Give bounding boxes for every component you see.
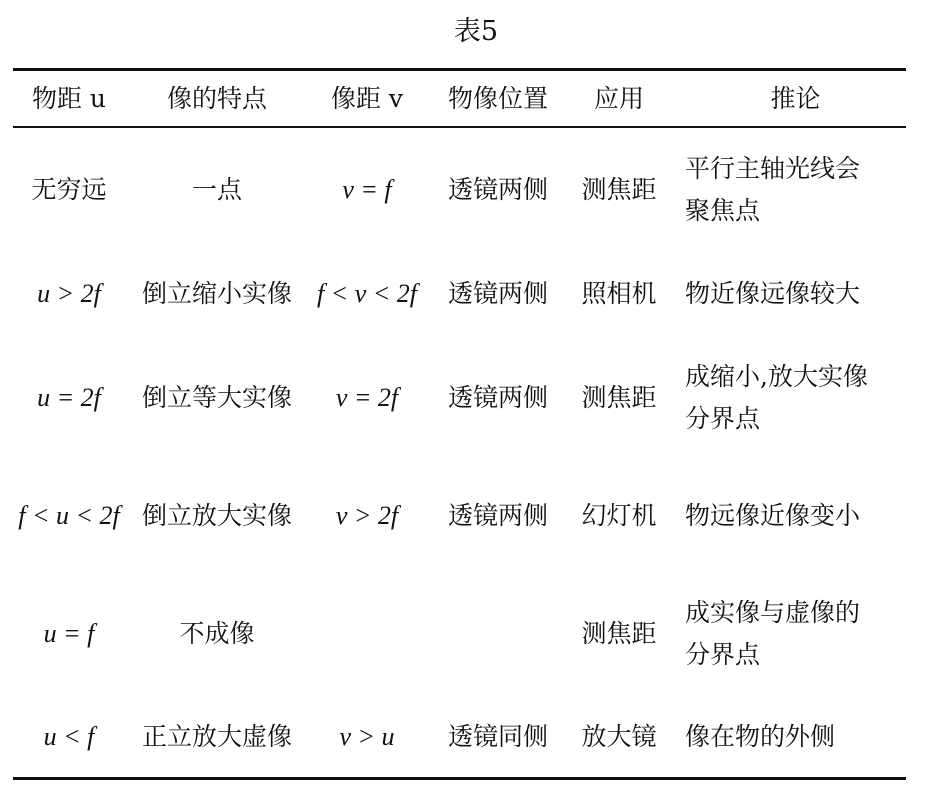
cell-application: 测焦距	[581, 175, 657, 204]
header-image-distance: 像距 v	[330, 83, 404, 113]
cell-inference	[685, 572, 906, 696]
table-row	[13, 128, 906, 252]
cell-inference	[685, 460, 906, 572]
header-inference: 推论	[770, 83, 821, 113]
cell-object-distance: 无穷远	[31, 175, 107, 204]
cell-position: 透镜两侧	[447, 279, 548, 308]
table-header-row	[13, 71, 906, 126]
cell-application: 测焦距	[581, 619, 657, 648]
cell-image-feature: 倒立缩小实像	[141, 279, 292, 308]
cell-image-feature: 正立放大虚像	[141, 721, 292, 751]
cell-inference-line: 平行主轴光线会	[685, 154, 861, 183]
cell-object-distance: u = f	[43, 619, 95, 648]
cell-object-distance: u = 2f	[37, 383, 101, 412]
cell-position: 透镜两侧	[447, 175, 548, 204]
cell-inference-line: 物远像近像变小	[685, 501, 861, 530]
cell-inference-line: 成实像与虚像的	[685, 598, 861, 627]
cell-image-distance: v > u	[339, 721, 395, 751]
cell-inference-line: 成缩小,放大实像	[685, 362, 868, 391]
cell-inference	[685, 336, 906, 460]
header-image-feature: 像的特点	[166, 83, 267, 113]
table-row	[13, 696, 906, 777]
cell-object-distance: u > 2f	[37, 279, 101, 308]
cell-image-feature: 一点	[191, 175, 242, 204]
cell-application: 照相机	[581, 279, 657, 308]
cell-image-distance: f < v < 2f	[316, 279, 418, 308]
table-row	[13, 572, 906, 696]
cell-inference-line: 物近像远像较大	[685, 279, 861, 308]
cell-position: 透镜两侧	[447, 501, 548, 530]
cell-image-feature: 不成像	[179, 619, 255, 648]
header-application: 应用	[593, 83, 644, 113]
cell-inference	[685, 252, 906, 336]
cell-inference-line: 分界点	[685, 640, 761, 669]
cell-position: 透镜同侧	[447, 721, 548, 751]
table-row	[13, 336, 906, 460]
header-object-distance: 物距 u	[31, 83, 107, 113]
table-row	[13, 460, 906, 572]
cell-image-distance: v = f	[342, 175, 392, 204]
cell-inference	[685, 696, 906, 777]
table-caption: 表5	[453, 16, 499, 47]
cell-image-distance: v = 2f	[335, 383, 399, 412]
table-row	[13, 252, 906, 336]
cell-application: 幻灯机	[581, 501, 657, 530]
cell-inference-line: 分界点	[685, 404, 761, 433]
cell-image-feature: 倒立等大实像	[141, 383, 292, 412]
cell-object-distance: f < u < 2f	[18, 501, 120, 530]
cell-position: 透镜两侧	[447, 383, 548, 412]
cell-image-feature: 倒立放大实像	[141, 501, 292, 530]
cell-inference-line: 聚焦点	[685, 196, 761, 225]
cell-object-distance: u < f	[43, 721, 95, 751]
cell-inference	[685, 128, 906, 252]
cell-image-distance	[309, 572, 425, 696]
cell-image-distance: v > 2f	[335, 501, 399, 530]
header-position: 物像位置	[447, 83, 548, 113]
bottom-rule	[13, 777, 906, 780]
cell-application: 测焦距	[581, 383, 657, 412]
cell-position	[425, 572, 571, 696]
cell-inference-line: 像在物的外侧	[685, 721, 836, 751]
cell-application: 放大镜	[581, 721, 657, 751]
